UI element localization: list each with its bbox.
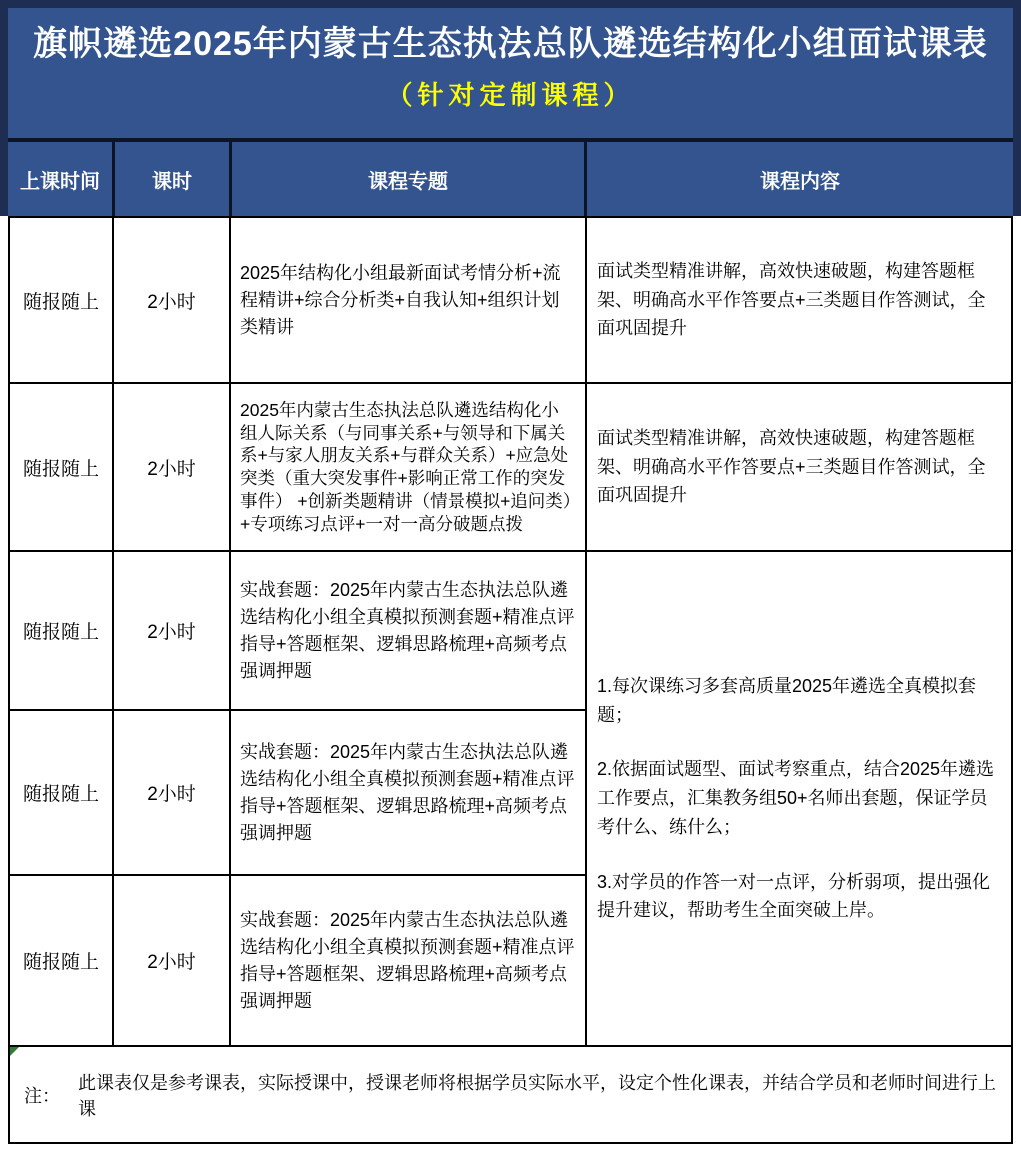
header-cell-hours: 课时 xyxy=(112,142,229,216)
merged-item-1: 1.每次课练习多套高质量2025年遴选全真模拟套题； xyxy=(597,675,977,725)
cell-hours: 2小时 xyxy=(114,384,229,550)
cell-topic xyxy=(231,711,585,874)
cell-topic xyxy=(231,218,585,382)
topic-text: 实战套题：2025年内蒙古生态执法总队遴选结构化小组全真模拟预测套题+精准点评指导+答题框架、逻辑思路梳理+高频考点强调押题 xyxy=(240,579,575,681)
footer-note-label: 注： xyxy=(24,1085,60,1106)
footer-note-text: 此课表仅是参考课表，实际授课中，授课老师将根据学员实际水平，设定个性化课表，并结合学员和老师时间进行上课 xyxy=(78,1072,996,1119)
topic-text: 实战套题：2025年内蒙古生态执法总队遴选结构化小组全真模拟预测套题+精准点评指导+答题框架、逻辑思路梳理+高频考点强调押题 xyxy=(240,741,575,843)
header-cell-content: 课程内容 xyxy=(584,142,1013,216)
cell-hours: 2小时 xyxy=(114,711,229,874)
table-header-row xyxy=(0,142,1021,216)
page-subtitle: （针对定制课程） xyxy=(386,79,635,110)
cell-content xyxy=(587,384,1011,550)
excel-error-indicator-icon xyxy=(10,1047,19,1056)
footer-note xyxy=(8,1047,1013,1144)
cell-hours: 2小时 xyxy=(114,876,229,1045)
topic-text: 2025年结构化小组最新面试考情分析+流程精讲+综合分析类+自我认知+组织计划类精讲 xyxy=(240,262,561,337)
cell-time: 随报随上 xyxy=(10,218,112,382)
page-title: 旗帜遴选2025年内蒙古生态执法总队遴选结构化小组面试课表 xyxy=(33,25,988,63)
banner xyxy=(0,0,1021,142)
cell-topic xyxy=(231,552,585,709)
topic-text: 实战套题：2025年内蒙古生态执法总队遴选结构化小组全真模拟预测套题+精准点评指导+答题框架、逻辑思路梳理+高频考点强调押题 xyxy=(240,909,575,1011)
cell-time: 随报随上 xyxy=(10,384,112,550)
cell-time: 随报随上 xyxy=(10,711,112,874)
merged-content-cell xyxy=(587,552,1011,1045)
topic-text: 2025年内蒙古生态执法总队遴选结构化小组人际关系（与同事关系+与领导和下属关系+与家人朋友关系+与群众关系）+应急处突类（重大突发事件+影响正常工作的突发事件） +创新类题精讲（情景模拟+追问类）+专项练习点评+一对一高分破题点拨 xyxy=(240,399,572,534)
merged-item-2: 2.依据面试题型、面试考察重点，结合2025年遴选工作要点，汇集教务组50+名师出套题，保证学员考什么、练什么； xyxy=(597,759,995,837)
cell-topic xyxy=(231,876,585,1045)
merged-item-3: 3.对学员的作答一对一点评，分析弱项，提出强化提升建议，帮助考生全面突破上岸。 xyxy=(597,871,991,921)
schedule-table xyxy=(8,216,1013,1047)
cell-content xyxy=(587,218,1011,382)
cell-time: 随报随上 xyxy=(10,552,112,709)
cell-hours: 2小时 xyxy=(114,218,229,382)
cell-hours: 2小时 xyxy=(114,552,229,709)
content-text: 面试类型精准讲解，高效快速破题，构建答题框架、明确高水平作答要点+三类题目作答测试，全面巩固提升 xyxy=(597,427,986,506)
header-cell-topic: 课程专题 xyxy=(229,142,584,216)
cell-topic xyxy=(231,384,585,550)
banner-inner xyxy=(8,8,1013,142)
content-text: 面试类型精准讲解，高效快速破题，构建答题框架、明确高水平作答要点+三类题目作答测试，全面巩固提升 xyxy=(597,260,986,339)
cell-time: 随报随上 xyxy=(10,876,112,1045)
header-cell-time: 上课时间 xyxy=(20,170,100,193)
